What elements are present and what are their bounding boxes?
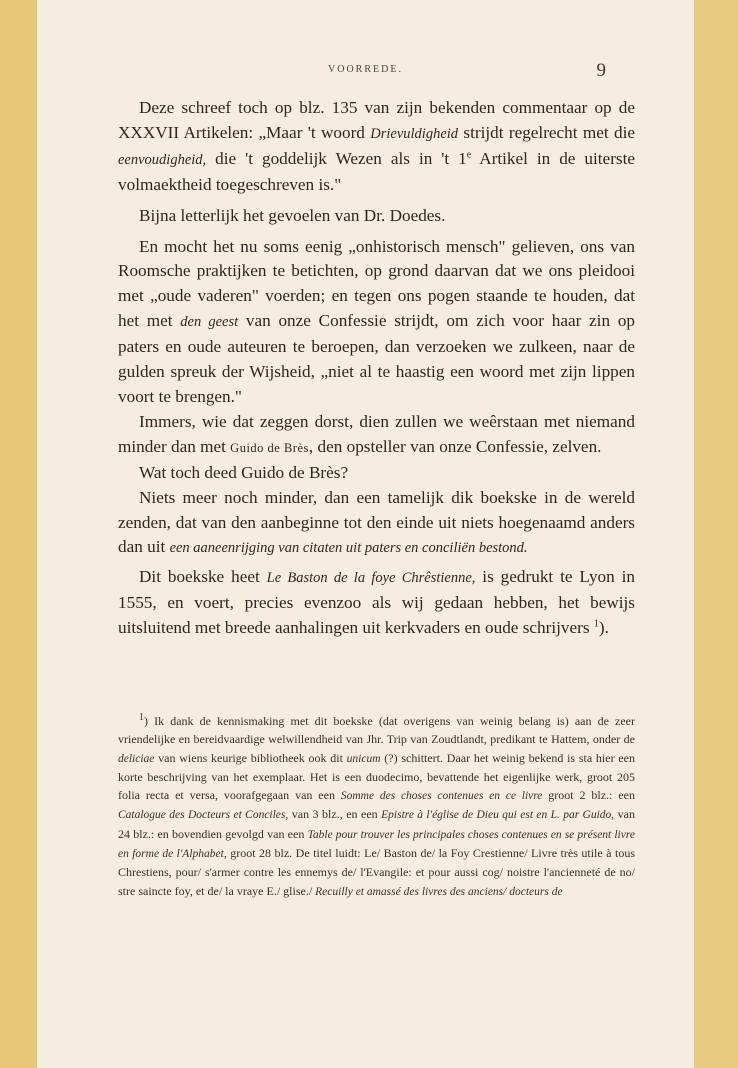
paragraph bbox=[118, 486, 635, 562]
paragraph: Bijna letterlijk het gevoelen van Dr. Doedes. bbox=[139, 205, 446, 225]
text: van 3 blz., en een bbox=[288, 807, 382, 822]
text: Niets meer noch minder, dan een tamelijk dik boekske in de wereld zenden, dat van den aanbeginne tot den einde uit niets hoegenaamd anders dan uit bbox=[118, 487, 635, 557]
text: ) Ik dank de kennismaking met dit boekske (dat overigens van weinig belang is) aan de zeer vriendelijke en bereidvaardige welwillendheid van Jhr. Trip van Zoudtlandt, predikant te Hattem, onder de bbox=[118, 714, 635, 747]
scan-border-left bbox=[0, 0, 37, 1068]
paragraph bbox=[118, 410, 635, 461]
text: En mocht het nu soms eenig „onhistorisch mensch" gelieven, ons van Roomsche praktijken te betichten, op grond daarvan dat we ons pleidooi met „oude vaderen" voerden; en tegen ons pogen staande te houden, dat het met bbox=[118, 236, 635, 331]
footnote-marker: 1 bbox=[593, 618, 599, 630]
text: (?) schittert. Daar het weinig bekend is sta hier een korte beschrijving van het exemplaar. Het is een duodecimo, bevattende het eigenlijke werk, groot 205 folia recta et versa, voorafgegaan van een bbox=[118, 750, 635, 803]
page bbox=[37, 0, 694, 1068]
paragraph bbox=[118, 565, 635, 641]
footnote-paragraph bbox=[118, 712, 635, 901]
running-head: VOORREDE. bbox=[328, 64, 403, 75]
scan-border-right bbox=[694, 0, 738, 1068]
text: Immers, wie dat zeggen dorst, dien zullen we weêrstaan met niemand minder dan met bbox=[118, 411, 635, 456]
page-number: 9 bbox=[596, 60, 606, 81]
italic-text: Somme des choses contenues en ce livre bbox=[340, 790, 543, 803]
italic-text: Recuilly et amassé des livres des anciens/ docteurs de bbox=[315, 885, 563, 898]
italic-text: Catalogue des Docteurs et Conciles, bbox=[118, 809, 289, 822]
text: , den opsteller van onze Confessie, zelven. bbox=[308, 436, 602, 456]
italic-text: deliciae bbox=[118, 752, 155, 765]
text: Dit boekske heet bbox=[139, 567, 267, 587]
italic-text: Drievuldigheid bbox=[370, 125, 459, 142]
italic-text: eenvoudigheid, bbox=[118, 151, 207, 168]
text: groot 28 blz. De titel luidt: Le/ Baston de/ la Foy Crestienne/ Livre très utile à tous Chrestiens, pour/ s'armer contre les ennemys de/ l'Evangile: et pour aussi cog/ noistre l'ancienneté de no/ stre saincte foy, et de/ la vraye E./ glise./ bbox=[118, 846, 636, 898]
text: groot 2 blz.: een bbox=[542, 788, 635, 803]
superscript: e bbox=[466, 149, 472, 161]
footnote bbox=[118, 712, 635, 901]
small-caps-name: Guido de Brès bbox=[230, 440, 309, 455]
footnote-number: 1 bbox=[139, 712, 144, 723]
text: ). bbox=[598, 618, 609, 638]
body-text bbox=[118, 96, 635, 641]
italic-text: Le Baston de la foye Chrêstienne, bbox=[266, 570, 476, 587]
text: van wiens keurige bibliotheek ook dit bbox=[154, 750, 347, 765]
paragraph: Wat toch deed Guido de Brès? bbox=[139, 462, 349, 482]
text: die 't goddelijk Wezen als in 't 1 bbox=[206, 148, 467, 168]
text: Artikel in de uiterste volmaektheid toegeschreven is." bbox=[118, 148, 636, 194]
paragraph bbox=[118, 235, 635, 410]
text: van onze Confessie strijdt, om zich voor haar zin op paters en oude auteuren te beroepen, dan verzoeken we zulkeen, naar de gulden spreuk der Wijsheid, „niet al te haastig een woord met zijn lippen voort te brengen." bbox=[118, 311, 636, 406]
text: Deze schreef toch op blz. 135 van zijn bekenden commentaar op de XXXVII Artikelen: „Maar 't woord bbox=[118, 98, 635, 142]
text: strijdt regelrecht met die bbox=[458, 122, 636, 142]
italic-text: unicum bbox=[346, 752, 381, 765]
text: van 24 blz.: en bovendien gevolgd van een bbox=[118, 807, 635, 841]
italic-text: Table pour trouver les principales choses contenues en se présent livre en forme de l'Alphabet, bbox=[118, 828, 635, 861]
paragraph bbox=[118, 96, 635, 198]
text: is gedrukt te Lyon in 1555, en voert, precies evenzoo als wij gedaan hebben, het bewijs uitsluitend met breede aanhalingen uit kerkvaders en oude schrijvers bbox=[118, 567, 636, 638]
italic-text: den geest bbox=[180, 314, 239, 331]
italic-text: Epistre à l'église de Dieu qui est en L. par Guido, bbox=[381, 809, 615, 822]
italic-text: een aaneenrijging van citaten uit paters en conciliën bestond. bbox=[169, 540, 528, 557]
